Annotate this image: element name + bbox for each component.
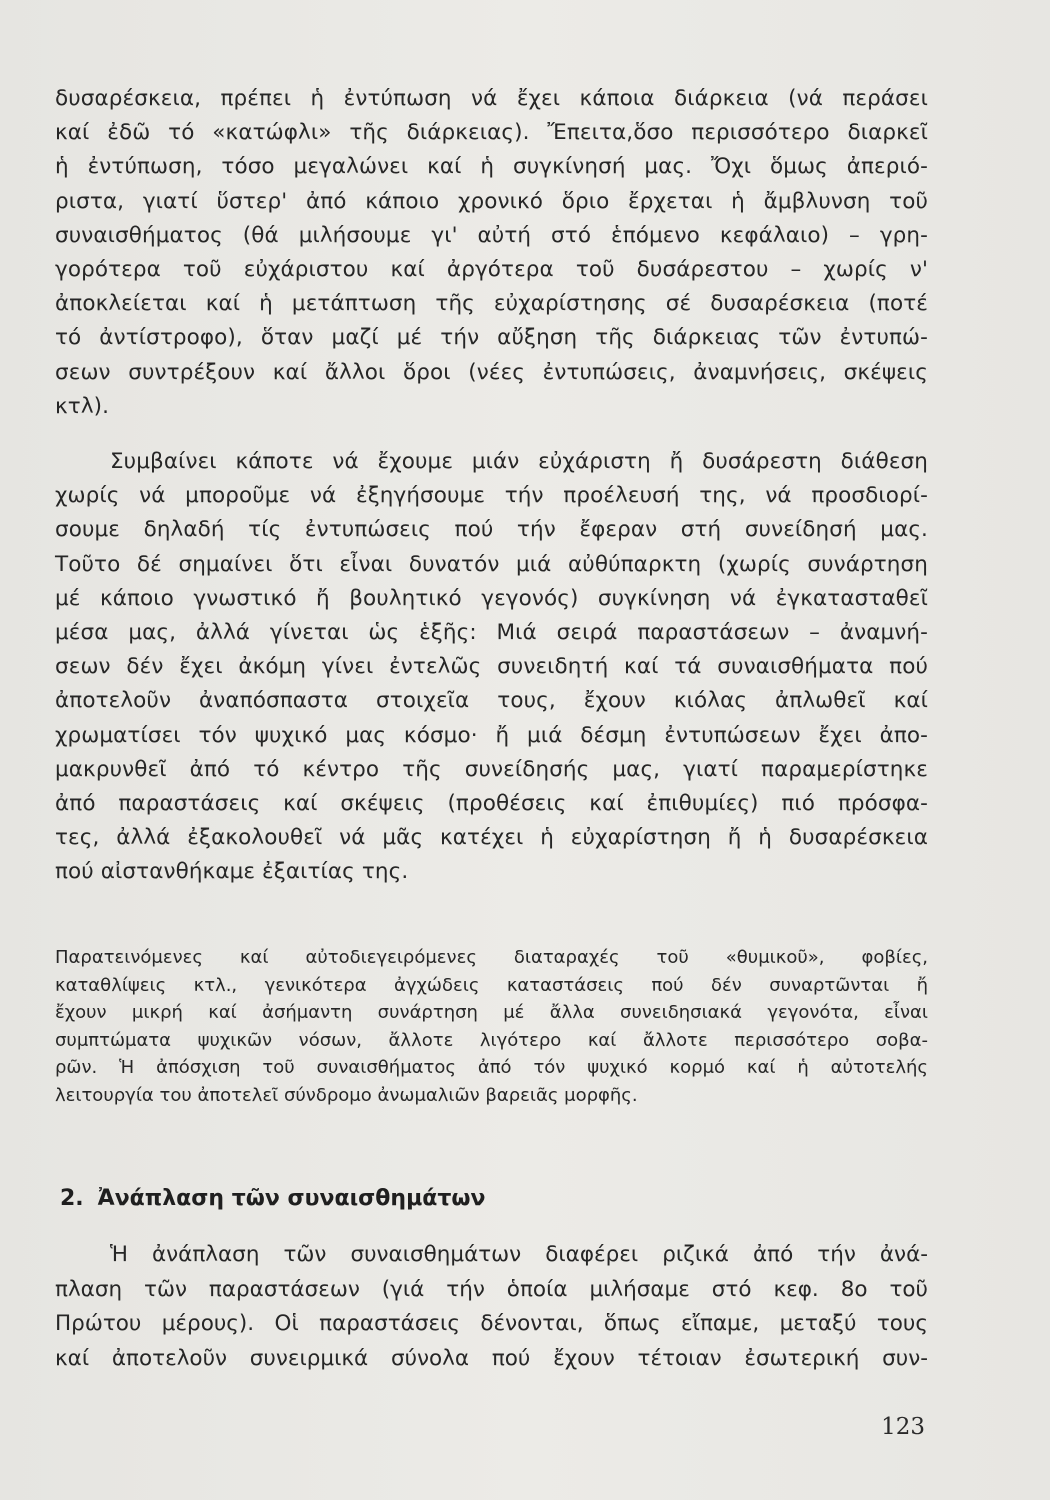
text-line: ἡ ἐντύπωση, τόσο μεγαλώνει καί ἡ συγκίνησή μας. Ὄχι ὅμως ἀπεριό- — [55, 154, 928, 180]
text-line: καί ἀποτελοῦν συνειρμικά σύνολα πού ἔχουν τέτοιαν ἐσωτερική συν- — [55, 1345, 928, 1371]
section-title: Ἀνάπλαση τῶν συναισθημάτων — [97, 1186, 486, 1211]
text-line: πού αἰστανθήκαμε ἐξαιτίας της. — [55, 859, 409, 885]
note-line: Παρατεινόμενες καί αὐτοδιεγειρόμενες διαταραχές τοῦ «θυμικοῦ», φοβίες, — [55, 947, 928, 968]
text-line: Τοῦτο δέ σημαίνει ὅτι εἶναι δυνατόν μιά αὐθύπαρκτη (χωρίς συνάρτηση — [55, 551, 928, 577]
paragraph-3 — [55, 1238, 928, 1376]
note-line: ρῶν. Ἡ ἀπόσχιση τοῦ συναισθήματος ἀπό τόν ψυχικό κορμό καί ἡ αὐτοτελής — [55, 1057, 928, 1079]
text-line: γορότερα τοῦ εὐχάριστου καί ἀργότερα τοῦ δυσάρεστου – χωρίς ν' — [55, 257, 928, 283]
text-line: ἀποτελοῦν ἀναπόσπαστα στοιχεῖα τους, ἔχουν κιόλας ἀπλωθεῖ καί — [55, 688, 928, 714]
text-line: συναισθήματος (θά μιλήσουμε γι' αὐτή στό ἑπόμενο κεφάλαιο) – γρη- — [55, 222, 928, 248]
text-line: τες, ἀλλά ἐξακολουθεῖ νά μᾶς κατέχει ἡ εὐχαρίστηση ἤ ἡ δυσαρέσκεια — [55, 825, 928, 851]
note-line: λειτουργία του ἀποτελεῖ σύνδρομο ἀνωμαλιῶν βαρειᾶς μορφῆς. — [55, 1084, 638, 1106]
section-number: 2. — [60, 1186, 84, 1211]
note-line: ἔχουν μικρή καί ἀσήμαντη συνάρτηση μέ ἄλλα συνειδησιακά γεγονότα, εἶναι — [55, 1002, 928, 1024]
text-line: Ἡ ἀνάπλαση τῶν συναισθημάτων διαφέρει ριζικά ἀπό τήν ἀνά- — [110, 1242, 928, 1267]
text-line: ἀπό παραστάσεις καί σκέψεις (προθέσεις καί ἐπιθυμίες) πιό πρόσφα- — [55, 791, 928, 817]
note-line: συμπτώματα ψυχικῶν νόσων, ἄλλοτε λιγότερο καί ἄλλοτε περισσότερο σοβα- — [55, 1029, 928, 1051]
paragraph-1 — [55, 82, 928, 424]
text-line: Συμβαίνει κάποτε νά ἔχουμε μιάν εὐχάριστη ἤ δυσάρεστη διάθεση — [110, 449, 928, 474]
text-line: καί ἐδῶ τό «κατώφλι» τῆς διάρκειας). Ἔπειτα,ὅσο περισσότερο διαρκεῖ — [55, 120, 928, 146]
text-line: πλαση τῶν παραστάσεων (γιά τήν ὁποία μιλήσαμε στό κεφ. 8ο τοῦ — [55, 1276, 928, 1302]
text-line: χρωματίσει τόν ψυχικό μας κόσμο· ἤ μιά δέσμη ἐντυπώσεων ἔχει ἀπο- — [55, 722, 928, 748]
text-line: σεων δέν ἔχει ἀκόμη γίνει ἐντελῶς συνειδητή καί τά συναισθήματα πού — [55, 654, 928, 680]
text-line: μέσα μας, ἀλλά γίνεται ὡς ἑξῆς: Μιά σειρά παραστάσεων – ἀναμνή- — [55, 620, 928, 646]
text-line: τό ἀντίστροφο), ὅταν μαζί μέ τήν αὔξηση τῆς διάρκειας τῶν ἐντυπώ- — [55, 325, 928, 351]
text-line: κτλ). — [55, 393, 110, 419]
footnote-block — [55, 944, 928, 1110]
text-line: χωρίς νά μποροῦμε νά ἐξηγήσουμε τήν προέλευσή της, νά προσδιορί- — [55, 483, 928, 509]
paragraph-2 — [55, 445, 928, 890]
text-line: σουμε δηλαδή τίς ἐντυπώσεις πού τήν ἔφεραν στή συνείδησή μας. — [55, 517, 928, 543]
text-line: μακρυνθεῖ ἀπό τό κέντρο τῆς συνείδησής μας, γιατί παραμερίστηκε — [55, 756, 928, 782]
text-line: Πρώτου μέρους). Οἱ παραστάσεις δένονται, ὅπως εἴπαμε, μεταξύ τους — [55, 1311, 928, 1337]
text-line: ἀποκλείεται καί ἡ μετάπτωση τῆς εὐχαρίστησης σέ δυσαρέσκεια (ποτέ — [55, 291, 928, 317]
section-heading — [60, 1186, 486, 1211]
page-number: 123 — [881, 1414, 925, 1440]
text-line: δυσαρέσκεια, πρέπει ἡ ἐντύπωση νά ἔχει κάποια διάρκεια (νά περάσει — [55, 86, 928, 111]
text-line: σεων συντρέξουν καί ἄλλοι ὅροι (νέες ἐντυπώσεις, ἀναμνήσεις, σκέψεις — [55, 359, 928, 385]
text-line: μέ κάποιο γνωστικό ἤ βουλητικό γεγονός) συγκίνηση νά ἐγκατασταθεῖ — [55, 585, 928, 611]
text-line: ριστα, γιατί ὕστερ' ἀπό κάποιο χρονικό ὅριο ἔρχεται ἡ ἄμβλυνση τοῦ — [55, 188, 928, 214]
note-line: καταθλίψεις κτλ., γενικότερα ἀγχώδεις καταστάσεις πού δέν συναρτῶνται ἤ — [55, 974, 928, 996]
